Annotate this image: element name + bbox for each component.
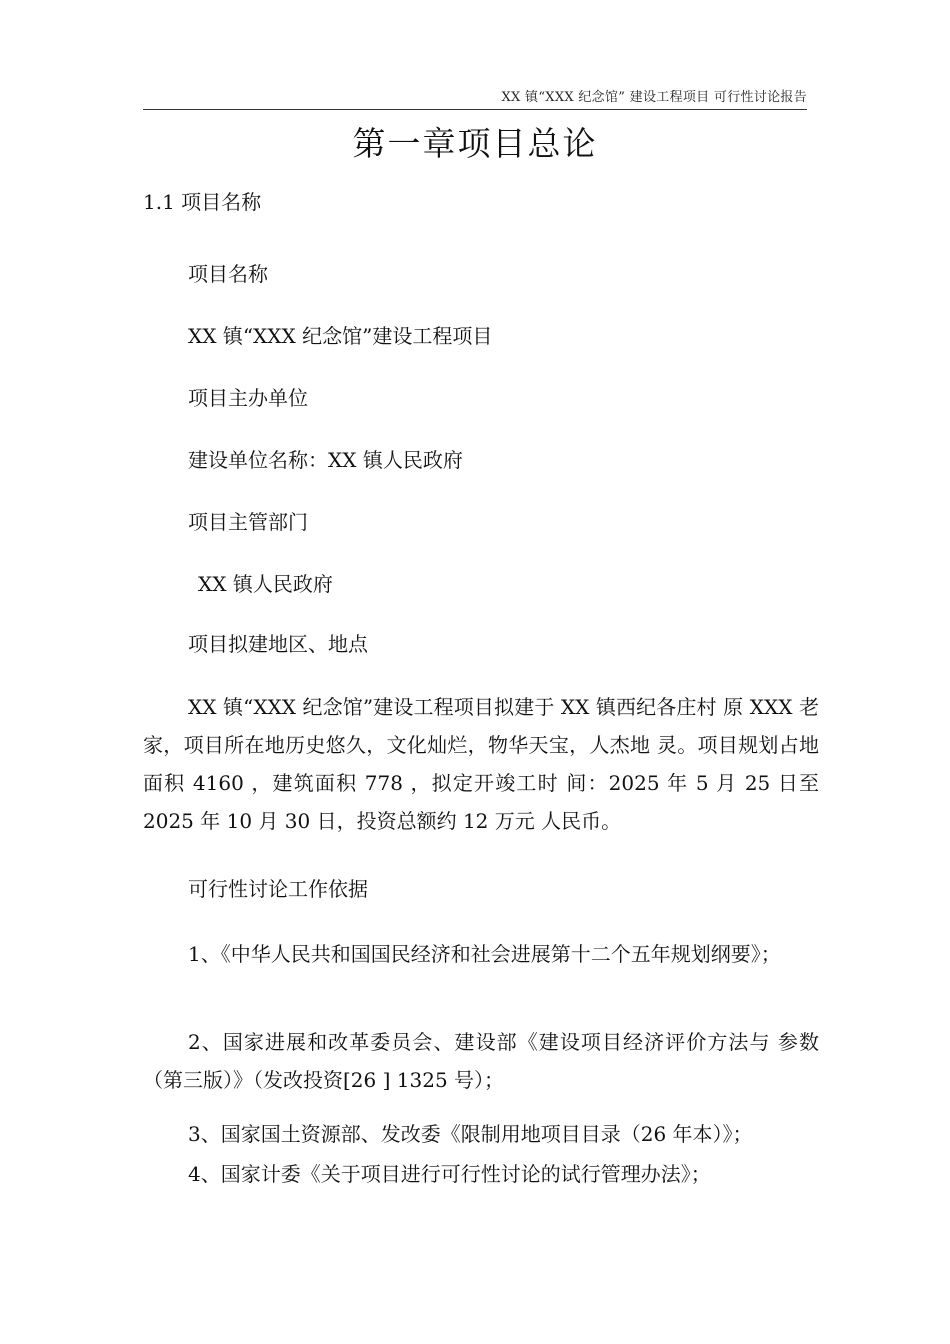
basis-label: 可行性讨论工作依据 <box>188 877 368 901</box>
authority-value: XX 镇人民政府 <box>198 572 333 596</box>
project-name-value: XX 镇“XXX 纪念馆”建设工程项目 <box>188 324 493 348</box>
sponsor-value: 建设单位名称：XX 镇人民政府 <box>188 448 463 472</box>
header-divider <box>143 109 807 110</box>
chapter-title: 第一章项目总论 <box>352 124 598 163</box>
basis-item-2: 2、国家进展和改革委员会、建设部《建设项目经济评价方法与 参数（第三版）》（发改投资[26 ] 1325 号）； <box>143 1030 819 1092</box>
section-heading: 1.1 项目名称 <box>143 190 262 214</box>
basis-item-3: 3、国家国土资源部、发改委《限制用地项目目录（26 年本）》； <box>188 1122 753 1146</box>
basis-item-1: 1、《中华人民共和国国民经济和社会进展第十二个五年规划纲要》； <box>188 942 781 966</box>
project-name-label: 项目名称 <box>188 262 268 286</box>
authority-label: 项目主管部门 <box>188 510 308 534</box>
running-header: XX 镇“XXX 纪念馆” 建设工程项目 可行性讨论报告 <box>501 90 807 105</box>
sponsor-label: 项目主办单位 <box>188 386 308 410</box>
basis-item-4: 4、国家计委《关于项目进行可行性讨论的试行管理办法》； <box>188 1162 711 1186</box>
location-label: 项目拟建地区、地点 <box>188 632 368 656</box>
location-paragraph: XX 镇“XXX 纪念馆”建设工程项目拟建于 XX 镇西纪各庄村 原 XXX 老家，项目所在地历史悠久，文化灿烂，物华天宝，人杰地 灵。项目规划占地面积 4160 ，建筑面积 778 ，拟定开竣工时 间：2025 年 5 月 25 日至 2025 年 10 月 30 日，投资总额约 12 万元 人民币。 <box>143 695 819 833</box>
